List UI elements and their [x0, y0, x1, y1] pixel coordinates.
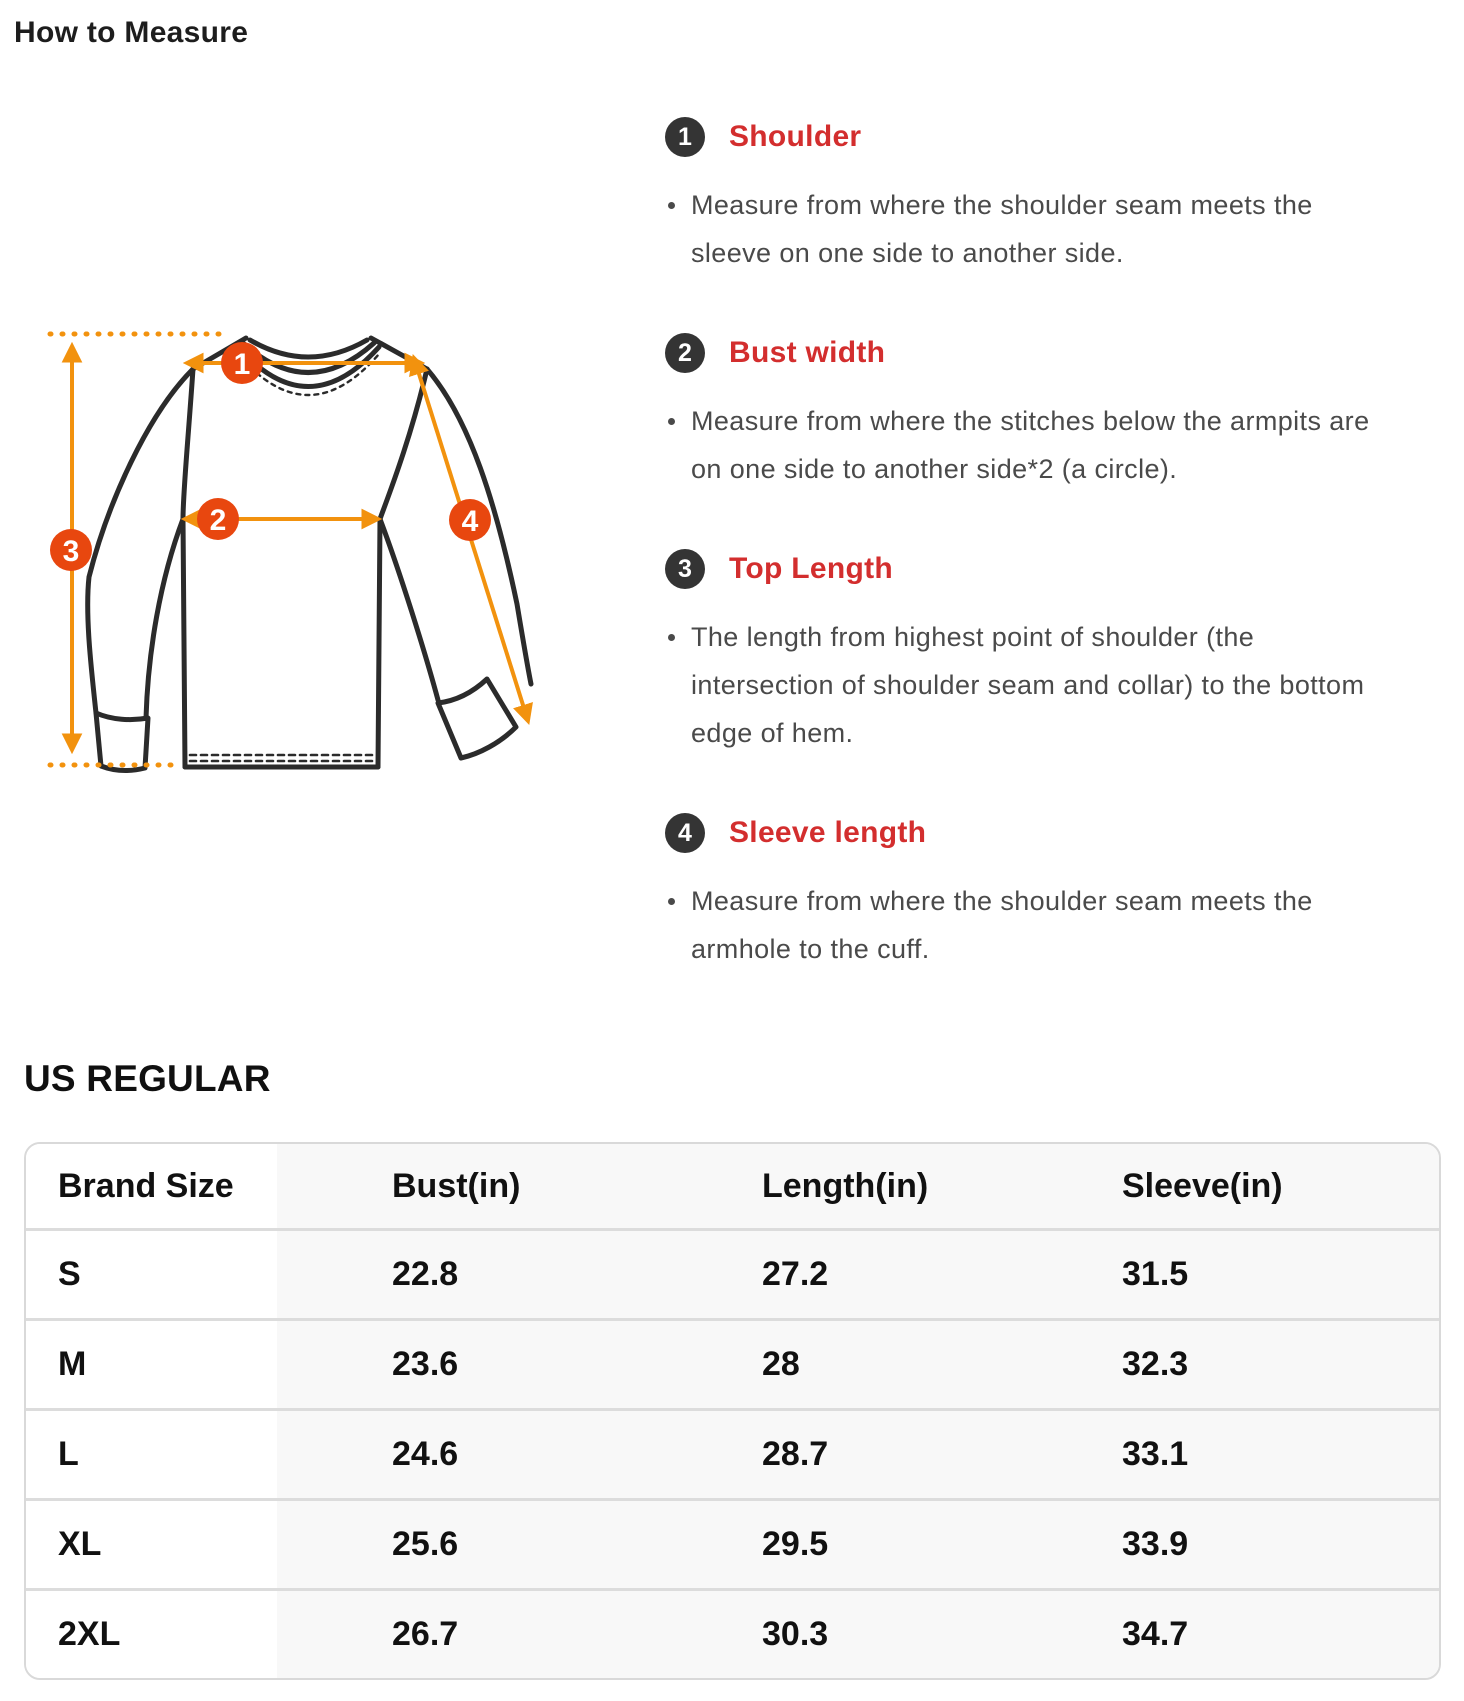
legend-item-shoulder	[608, 117, 1448, 277]
sleeve-value: 32.3	[1007, 1321, 1439, 1408]
legend-label-shoulder: Shoulder	[729, 120, 862, 153]
legend-label-sleeve-length: Sleeve length	[729, 816, 927, 849]
shirt-measurement-diagram	[30, 322, 590, 782]
size-label: 2XL	[26, 1591, 277, 1678]
bust-value: 26.7	[277, 1591, 647, 1678]
legend-item-top-length	[608, 549, 1448, 757]
bust-value: 22.8	[277, 1231, 647, 1318]
size-label: L	[26, 1411, 277, 1498]
table-row	[26, 1588, 1439, 1678]
length-value: 28	[647, 1321, 1007, 1408]
size-label: XL	[26, 1501, 277, 1588]
sleeve-value: 33.1	[1007, 1411, 1439, 1498]
bullet-icon	[668, 418, 675, 425]
diagram-badge-4: 4	[461, 505, 479, 538]
size-label: S	[26, 1231, 277, 1318]
legend-text-line: intersection of shoulder seam and collar) to the bottom	[691, 670, 1365, 700]
column-header-brand-size: Brand Size	[26, 1144, 277, 1228]
table-row	[26, 1228, 1439, 1318]
sleeve-value: 34.7	[1007, 1591, 1439, 1678]
size-chart-table	[24, 1142, 1441, 1680]
size-label: M	[26, 1321, 277, 1408]
size-section-heading: US REGULAR	[24, 1058, 271, 1099]
length-value: 28.7	[647, 1411, 1007, 1498]
bust-value: 24.6	[277, 1411, 647, 1498]
table-row	[26, 1408, 1439, 1498]
length-value: 27.2	[647, 1231, 1007, 1318]
legend-text-line: Measure from where the shoulder seam meets the	[691, 886, 1313, 916]
bullet-icon	[668, 898, 675, 905]
legend-text-line: edge of hem.	[691, 718, 854, 748]
bust-value: 23.6	[277, 1321, 647, 1408]
column-header-sleeve: Sleeve(in)	[1007, 1144, 1439, 1228]
column-header-bust: Bust(in)	[277, 1144, 647, 1228]
table-row	[26, 1318, 1439, 1408]
length-value: 29.5	[647, 1501, 1007, 1588]
shirt-outline-icon	[88, 338, 531, 770]
legend-text-line: on one side to another side*2 (a circle).	[691, 454, 1178, 484]
legend-text-line: armhole to the cuff.	[691, 934, 930, 964]
column-header-length: Length(in)	[647, 1144, 1007, 1228]
legend-badge-2: 2	[665, 333, 705, 373]
bust-value: 25.6	[277, 1501, 647, 1588]
legend-item-bust-width	[608, 333, 1448, 493]
measurement-legend	[608, 97, 1448, 1029]
legend-label-top-length: Top Length	[729, 552, 894, 585]
legend-text-line: The length from highest point of shoulder (the	[691, 622, 1255, 652]
length-value: 30.3	[647, 1591, 1007, 1678]
legend-text-line: sleeve on one side to another side.	[691, 238, 1124, 268]
legend-label-bust-width: Bust width	[729, 336, 886, 369]
diagram-badge-3: 3	[62, 535, 80, 568]
sleeve-value: 33.9	[1007, 1501, 1439, 1588]
diagram-badge-2: 2	[209, 504, 227, 537]
legend-badge-4: 4	[665, 813, 705, 853]
table-row	[26, 1498, 1439, 1588]
legend-badge-1: 1	[665, 117, 705, 157]
legend-text-line: Measure from where the shoulder seam meets the	[691, 190, 1313, 220]
diagram-badge-1: 1	[233, 348, 251, 381]
legend-item-sleeve-length	[608, 813, 1448, 973]
sleeve-value: 31.5	[1007, 1231, 1439, 1318]
legend-badge-3: 3	[665, 549, 705, 589]
table-header-row	[26, 1144, 1439, 1228]
legend-text-line: Measure from where the stitches below the armpits are	[691, 406, 1370, 436]
bullet-icon	[668, 202, 675, 209]
bullet-icon	[668, 634, 675, 641]
page-title: How to Measure	[14, 16, 249, 49]
